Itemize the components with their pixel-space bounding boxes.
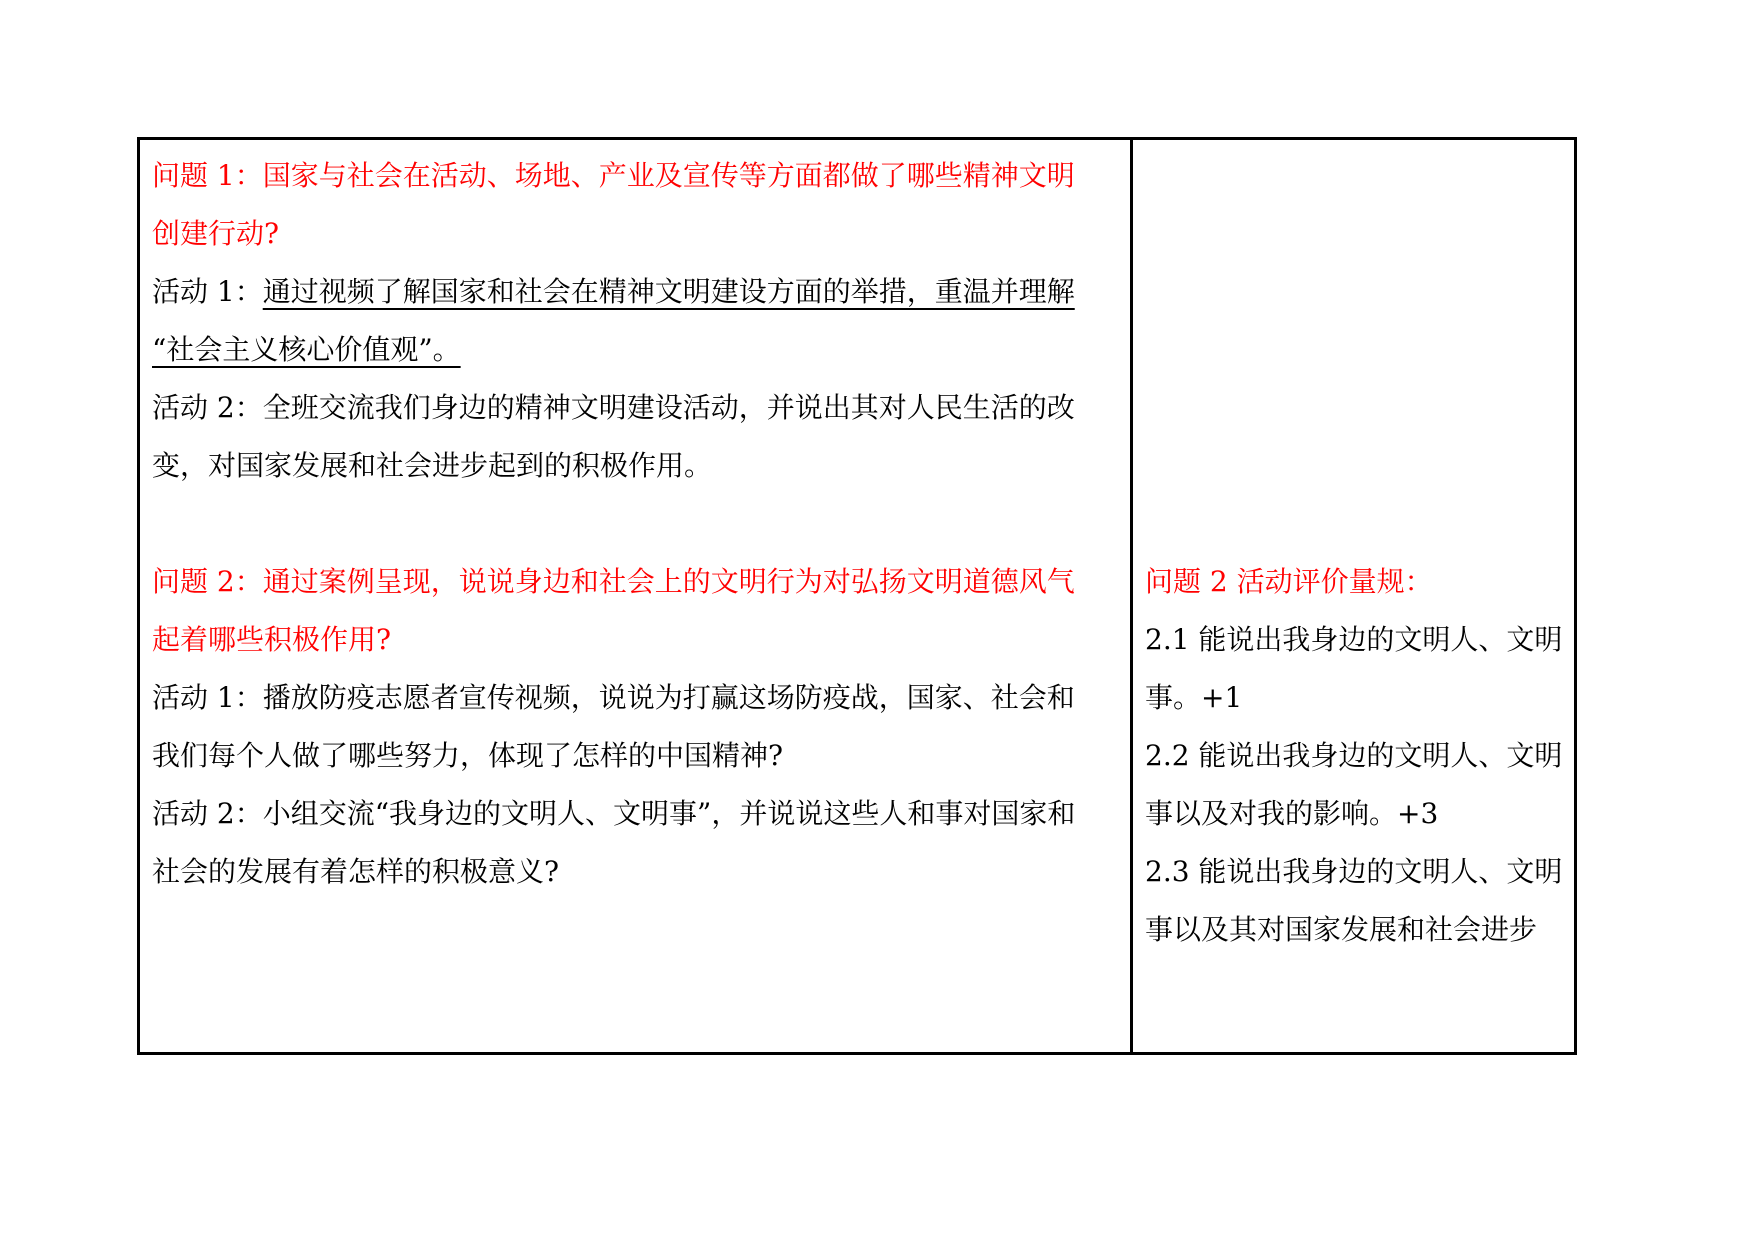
question-2-line-2: 起着哪些积极作用? (152, 623, 392, 656)
rubric-item-2-line-2: 事以及对我的影响。+3 (1145, 797, 1439, 830)
rubric-item-1-line-1: 2.1 能说出我身边的文明人、文明 (1145, 623, 1563, 656)
rubric-item-2-line-1: 2.2 能说出我身边的文明人、文明 (1145, 739, 1563, 772)
q2-activity-2-line-1: 活动 2：小组交流“我身边的文明人、文明事”，并说说这些人和事对国家和 (152, 797, 1076, 830)
lesson-table (137, 137, 1577, 1055)
activities-column (140, 140, 1133, 1052)
q1-activity-2-line-1: 活动 2：全班交流我们身边的精神文明建设活动，并说出其对人民生活的改 (152, 391, 1075, 424)
q2-activity-1-line-1: 活动 1：播放防疫志愿者宣传视频，说说为打赢这场防疫战，国家、社会和 (152, 681, 1075, 714)
rubric-title: 问题 2 活动评价量规： (1145, 565, 1433, 598)
q2-activity-1-line-2: 我们每个人做了哪些努力，体现了怎样的中国精神? (152, 739, 784, 772)
q1-activity-1-prefix: 活动 1： (152, 275, 263, 308)
q1-activity-1-text-cont: “社会主义核心价值观”。 (152, 333, 461, 366)
q1-activity-1-text: 通过视频了解国家和社会在精神文明建设方面的举措，重温并理解 (262, 275, 1075, 308)
rubric-item-3-line-2: 事以及其对国家发展和社会进步 (1145, 913, 1538, 946)
question-1-line-2: 创建行动? (152, 217, 280, 250)
rubric-item-3-line-1: 2.3 能说出我身边的文明人、文明 (1145, 855, 1563, 888)
evaluation-column (1133, 140, 1574, 1052)
rubric-item-1-line-2: 事。+1 (1145, 681, 1243, 714)
q1-activity-1-line-2 (152, 332, 461, 368)
question-2-line-1: 问题 2：通过案例呈现，说说身边和社会上的文明行为对弘扬文明道德风气 (152, 565, 1075, 598)
q2-activity-2-line-2: 社会的发展有着怎样的积极意义? (152, 855, 560, 888)
question-1-line-1: 问题 1：国家与社会在活动、场地、产业及宣传等方面都做了哪些精神文明 (152, 159, 1075, 192)
q1-activity-1-line-1 (152, 274, 1075, 310)
q1-activity-2-line-2: 变，对国家发展和社会进步起到的积极作用。 (152, 449, 713, 482)
